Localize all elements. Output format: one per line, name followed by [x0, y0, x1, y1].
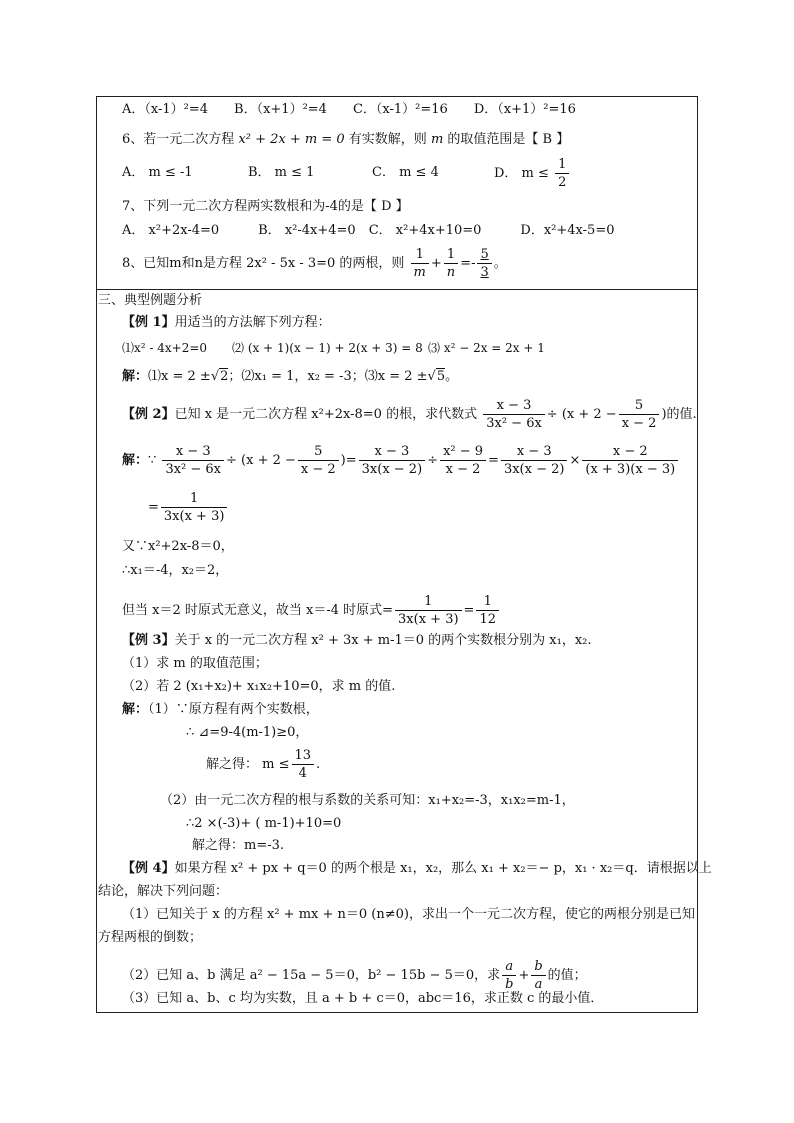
- ex4-question-3: （3）已知 a、b、c 均为实数，且 a + b + c＝0，abc＝16，求正数 c 的最小值．: [122, 991, 604, 1006]
- frac-num: x − 3: [483, 397, 545, 415]
- frac-num: x − 3: [359, 443, 426, 461]
- ex1-stem: [122, 314, 331, 332]
- ex4-frac-2: [531, 958, 545, 993]
- ex1-radicand-a: 2: [220, 369, 229, 384]
- ex1-solution-end: 。: [445, 369, 459, 384]
- ex3-stem-text: 关于 x 的一元二次方程 x² + 3x + m-1＝0 的两个实数根分别为 x₁，x₂.: [174, 633, 592, 648]
- ex4-plus: +: [518, 968, 530, 983]
- q8-end: 。: [493, 256, 507, 271]
- ex3-solution-6: 解之得：m=-3.: [192, 838, 285, 853]
- ex3-solution-3-frac: [292, 747, 315, 782]
- frac-den: b: [505, 977, 514, 992]
- ex4-label: 【例 4】: [122, 861, 175, 876]
- q6-option-d: [494, 156, 571, 191]
- sol-frac: [162, 443, 224, 478]
- q8-stem: 8、已知m和n是方程 2x² - 5x - 3=0 的两根，则: [122, 256, 405, 271]
- sol-frac: [359, 443, 426, 478]
- q6-var: m: [430, 132, 444, 147]
- ex1-radicand-b: 5: [436, 369, 446, 384]
- ex2-eqs: =: [488, 453, 499, 468]
- ex1-problem-2: ⑵ (x + 1)(x − 1) + 2(x + 3) = 8: [232, 341, 423, 355]
- frac-den: x − 2: [300, 462, 336, 477]
- ex3-solution-2: ∴ ⊿=9-4(m-1)≥0，: [186, 725, 309, 740]
- frac-num: b: [531, 958, 545, 976]
- frac-den: m: [413, 265, 426, 280]
- sol-frac: [501, 443, 568, 478]
- frac-num: 5: [619, 397, 660, 415]
- ex4-question-1a: （1）已知关于 x 的方程 x² + mx + n＝0 (n≠0)，求出一个一元二次方程，使它的两根分别是已知: [122, 907, 695, 922]
- frac-den: 3x(x − 2): [503, 462, 565, 477]
- ex2-line-3: ∴x₁＝-4，x₂＝2，: [122, 563, 229, 578]
- q6-option-b: B． m ≤ 1: [248, 165, 315, 180]
- q6-option-a: A． m ≤ -1: [122, 165, 193, 180]
- ex3-solution-label: 解：: [122, 702, 149, 717]
- ex4-stem-2: 结论，解决下列问题：: [98, 884, 229, 899]
- ex2-frac-inner: [619, 397, 660, 432]
- section-title: 三、典型例题分析: [98, 293, 203, 308]
- ex3-question-2: （2）若 2 (x₁+x₂)+ x₁x₂+10=0，求 m 的值.: [122, 679, 396, 694]
- frac-den: 12: [479, 612, 496, 627]
- q8-eq: =: [460, 256, 472, 271]
- ex2-sol-close: )=: [340, 453, 357, 468]
- frac-num: 1: [444, 246, 458, 264]
- q8-frac-2: [444, 246, 458, 281]
- frac-den: x − 2: [621, 416, 657, 431]
- q6-option-d-fraction: [555, 156, 569, 191]
- ex1-label: 【例 1】: [122, 315, 175, 330]
- ex2-solution-label: 解：: [122, 453, 149, 468]
- ex3-stem: [122, 632, 592, 650]
- ex1-solution-label: 解：: [122, 369, 149, 384]
- ex3-solution-3-end: .: [316, 757, 321, 772]
- q8-answer: [477, 246, 491, 281]
- ex2-because: ∵: [148, 453, 157, 468]
- ex2-result-frac: [161, 490, 228, 525]
- frac-num: 1: [161, 490, 228, 508]
- ex3-question-1: （1）求 m 的取值范围；: [122, 656, 268, 671]
- frac-den: 3: [480, 265, 489, 280]
- frac-num: 1: [411, 246, 429, 264]
- frac-num: 1: [555, 156, 569, 174]
- sol-frac: [440, 443, 486, 478]
- frac-num: 5: [477, 246, 491, 264]
- q7-stem: 7、下列一元二次方程两实数根和为-4的是【 D 】: [122, 199, 409, 214]
- ex1-solution: 解：⑴x = 2 ±√2；⑵x₁ = 1，x₂ = -3；⑶x = 2 ±√5。: [122, 369, 459, 384]
- q6-equation: x² + 2x + m = 0: [238, 132, 345, 147]
- ex3-label: 【例 3】: [122, 633, 175, 648]
- q7-options: A． x²+2x-4=0 B． x²-4x+4=0 C． x²+4x+10=0 D．x²+4x-5=0: [122, 223, 615, 238]
- ex2-mid: ÷ (x + 2 −: [546, 407, 617, 422]
- ex3-solution-3-text: 解之得： m ≤: [206, 757, 290, 772]
- q8-frac-1: [411, 246, 429, 281]
- sol-frac: [582, 443, 678, 478]
- ex4-stem-1-text: 如果方程 x² + px + q＝0 的两个根是 x₁，x₂，那么 x₁ + x₂＝− p，x₁ · x₂＝q．请根据以上: [174, 861, 712, 876]
- frac-den: 3x(x + 3): [163, 509, 225, 524]
- section-divider: [97, 289, 697, 290]
- ex1-stem-text: 用适当的方法解下列方程：: [174, 315, 331, 330]
- ex1-problem-3: ⑶ x² − 2x = 2x + 1: [428, 341, 545, 355]
- frac-num: a: [502, 958, 516, 976]
- ex4-question-1b: 方程两根的倒数；: [98, 930, 203, 945]
- frac-num: x² − 9: [440, 443, 486, 461]
- q6-option-c: C． m ≤ 4: [372, 165, 439, 180]
- ex2-line-4: [122, 593, 501, 628]
- ex2-line-4-frac: [395, 593, 462, 628]
- ex2-line-4-answer: [476, 593, 499, 628]
- q5-options: A．（x-1）²=4 B．（x+1）²=4 C．（x-1）²=16 D．（x+1）²=16: [122, 102, 576, 117]
- frac-den: (x + 3)(x − 3): [585, 462, 676, 477]
- frac-den: 2: [558, 175, 567, 190]
- ex3-solution-4: （2）由一元二次方程的根与系数的关系可知：x₁+x₂=-3，x₁x₂=m-1，: [160, 793, 575, 808]
- ex2-end: )的值.: [661, 407, 697, 422]
- ex4-question-2-text: （2）已知 a、b 满足 a² − 15a − 5＝0，b² − 15b − 5＝0，求: [122, 968, 501, 983]
- frac-num: x − 2: [582, 443, 678, 461]
- q6-tail: 的取值范围是【 B 】: [447, 132, 570, 147]
- frac-den: 3x(x + 3): [398, 612, 459, 627]
- ex4-stem-1: [122, 860, 712, 878]
- ex4-question-2: [122, 958, 587, 993]
- ex1-solution-a: ⑴x = 2 ±: [148, 369, 211, 384]
- frac-num: 5: [298, 443, 339, 461]
- frac-num: x − 3: [501, 443, 568, 461]
- ex2-line-2: 又∵x²+2x-8＝0，: [122, 539, 234, 554]
- frac-den: 3x² − 6x: [486, 416, 542, 431]
- ex2-frac-expr: [483, 397, 545, 432]
- frac-den: 4: [298, 766, 307, 781]
- ex2-result: [148, 490, 229, 525]
- frac-den: 3x(x − 2): [361, 462, 423, 477]
- ex2-line-4-eq: =: [463, 603, 475, 618]
- frac-num: 1: [476, 593, 499, 611]
- ex2-label: 【例 2】: [122, 407, 175, 422]
- q8-ans-sign: -: [471, 256, 476, 271]
- frac-num: 13: [292, 747, 315, 765]
- ex4-question-2-end: 的值；: [547, 968, 587, 983]
- frac-num: 1: [395, 593, 462, 611]
- ex2-result-eq: =: [148, 500, 159, 515]
- frac-den: 3x² − 6x: [165, 462, 222, 477]
- ex3-solution-1-text: （1）∵原方程有两个实数根，: [148, 702, 319, 717]
- frac-den: n: [446, 265, 456, 280]
- ex2-line-4-text: 但当 x＝2 时原式无意义，故当 x＝-4 时原式=: [122, 603, 394, 618]
- ex1-problem-1: ⑴x² - 4x+2=0: [122, 341, 208, 355]
- ex2-times: ×: [569, 453, 581, 468]
- ex2-sol-mid: ÷ (x + 2 −: [226, 453, 296, 468]
- ex2-stem-text: 已知 x 是一元二次方程 x²+2x-8=0 的根，求代数式: [174, 407, 478, 422]
- frac-num: x − 3: [162, 443, 224, 461]
- ex4-frac-1: [502, 958, 516, 993]
- q6-stem: [122, 131, 569, 149]
- q6-mid: 有实数解，则: [348, 132, 427, 147]
- ex1-solution-b: ；⑵x₁ = 1，x₂ = -3；⑶x = 2 ±: [228, 369, 428, 384]
- sol-frac: [298, 443, 339, 478]
- ex2-stem: [122, 397, 697, 432]
- ex3-solution-5: ∴2 ×(-3)+ ( m-1)+10=0: [186, 816, 342, 831]
- ex3-solution-1: [122, 701, 319, 719]
- q8-line: 8、已知m和n是方程 2x² - 5x - 3=0 的两根，则 $\frac{1}{m}$ + $\frac{1}{n}$ =- $\frac{5}{3}$ 。: [122, 247, 507, 280]
- q6-stem-text: 6、若一元二次方程: [122, 132, 235, 147]
- ex3-solution-3: [206, 747, 320, 782]
- frac-den: a: [534, 977, 543, 992]
- ex2-solution-line1: [122, 443, 680, 478]
- frac-den: x − 2: [445, 462, 481, 477]
- ex2-div: ÷: [427, 453, 439, 468]
- q6-option-d-label: D． m ≤: [494, 166, 549, 181]
